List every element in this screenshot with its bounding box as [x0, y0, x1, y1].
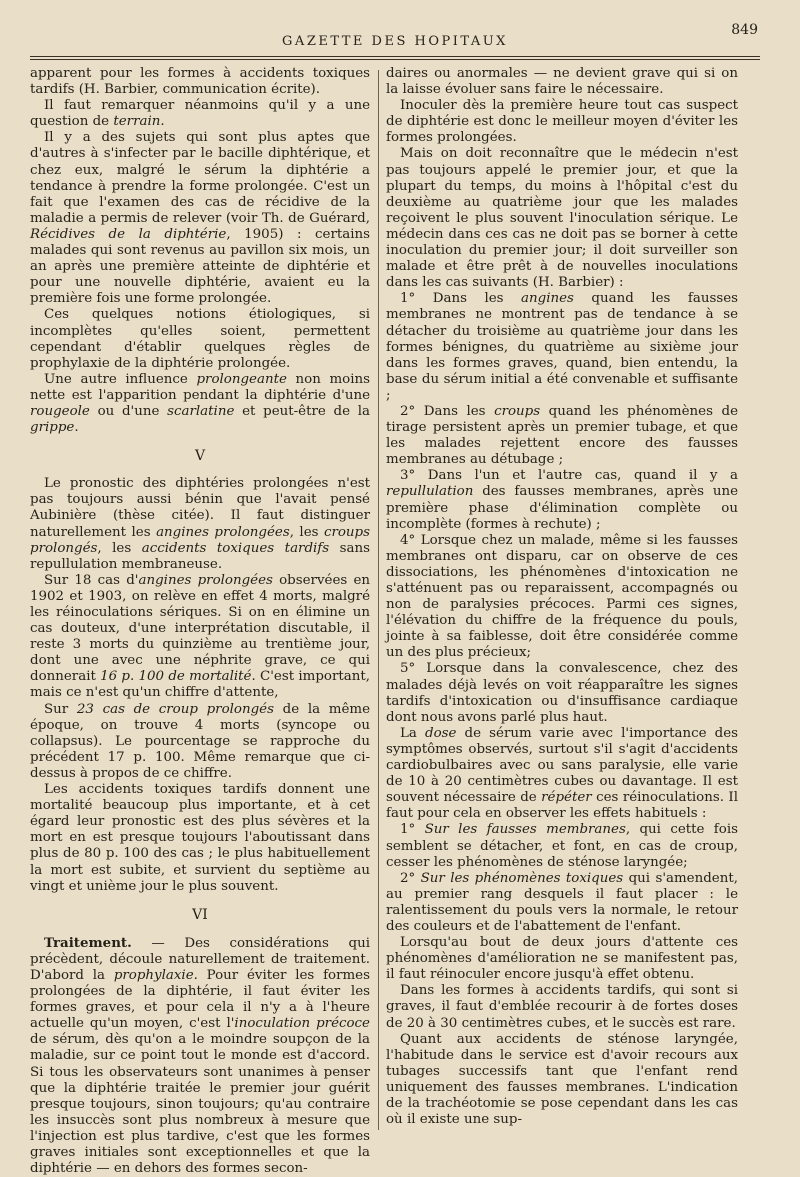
paragraph: Sur 18 cas d'angines prolongées observées en 1902 et 1903, on relève en effet 4 morts, malgré les réinoculations sériques. Si on en élimine un cas douteux, d'une interprétation discutable, il reste 3 morts du quinzième au trentième jour, dont une avec une néphrite grave, ce qui donnerait 16 p. 100 de mortalité. C'est important, mais ce n'est qu'un chiffre d'attente, [30, 572, 371, 701]
paragraph: 1° Sur les fausses membranes, qui cette fois semblent se détacher, et font, en cas de croup, cesser les phénomènes de sténose laryngée; [386, 822, 738, 870]
paragraph: apparent pour les formes à accidents toxiques tardifs (H. Barbier, communication écrite). [30, 66, 370, 98]
paragraph: Sur 23 cas de croup prolongés de la même époque, on trouve 4 morts (syncope ou collapsus). Le pourcentage se rapproche du précédent 17 p. 100. Même remarque que ci-dessus à propos de ce chiffre. [30, 701, 370, 781]
section-heading-v: V [194, 448, 206, 465]
header-rule [30, 56, 760, 60]
paragraph: Traitement. — Des considérations qui précèdent, découle naturellement de traitement. D'abord la prophylaxie. Pour éviter les formes prolongées de la diphtérie, il faut éviter les formes graves, et pour cela il n'y a à l'heure actuelle qu'un moyen, c'est l'inoculation précoce de sérum, dès qu'on a le moindre soupçon de la maladie, sur ce point tout le monde est d'accord. Si tous les observateurs sont unanimes à penser que la diphtérie traitée le premier jour guérit presque toujours, sinon toujours; qu'au contraire les insuccès sont plus nombreux à mesure que l'injection est plus tardive, c'est que les formes graves initiales sont exceptionnelles et que la diphtérie — en dehors des formes secon- [30, 934, 370, 1177]
paragraph: 5° Lorsque dans la convalescence, chez des malades déjà levés on voit réapparaître les signes tardifs d'intoxication ou d'insuffisance cardiaque dont nous avons parlé plus haut. [386, 661, 738, 725]
paragraph: Quant aux accidents de sténose laryngée, l'habitude dans le service est d'avoir recours aux tubages successifs tant que l'enfant rend uniquement des fausses membranes. L'indication de la trachéotomie se pose cependant dans les cas où il existe une sup- [386, 1031, 738, 1128]
paragraph: Mais on doit reconnaître que le médecin n'est pas toujours appelé le premier jour, et que la plupart du temps, du moins à l'hôpital c'est du deuxième au quatrième jour que les malades reçoivent le plus souvent l'inoculation sérique. Le médecin dans ces cas ne doit pas se borner à cette inoculation du premier jour; il doit surveiller son malade et être prêt à de nouvelles inoculations dans les cas suivants (H. Barbier) : [386, 146, 738, 291]
paragraph: 2° Dans les croups quand les phénomènes de tirage persistent après un premier tubage, et que les malades rejettent encore des fausses membranes au détubage ; [386, 403, 738, 468]
column-divider [378, 70, 379, 1130]
paragraph: daires ou anormales — ne devient grave qui si on la laisse évoluer sans faire le nécessaire. [386, 66, 738, 98]
page-header [30, 20, 760, 60]
paragraph: Inoculer dès la première heure tout cas suspect de diphtérie est donc le meilleur moyen d'éviter les formes prolongées. [386, 98, 738, 146]
run-in-heading: Traitement. [44, 934, 132, 951]
paragraph: Il y a des sujets qui sont plus aptes que d'autres à s'infecter par le bacille diphtérique, et chez eux, malgré le sérum la diphtérie a tendance à prendre la forme prolongée. C'est un fait que l'examen des cas de récidive de la maladie a permis de relever (voir Th. de Guérard, Récidives de la diphtérie, 1905) : certains malades qui sont revenus au pavillon six mois, un an après une première atteinte de diphtérie et pour une nouvelle diphtérie, avaient eu la première fois une forme prolongée. [30, 130, 370, 307]
right-column [386, 66, 738, 1136]
journal-title: GAZETTE DES HOPITAUX [282, 34, 508, 49]
paragraph: 4° Lorsque chez un malade, même si les fausses membranes ont disparu, car on observe de ces dissociations, les phénomènes d'intoxication ne s'atténuent pas ou reparaissent, accompagnés ou non de paralysies précoces. Parmi ces signes, l'élévation du chiffre de la fréquence du pouls, jointe à sa faiblesse, doit être considérée comme un des plus précieux; [386, 532, 738, 661]
paragraph: Dans les formes à accidents tardifs, qui sont si graves, il faut d'emblée recourir à de fortes doses de 20 à 30 centimètres cubes, et le succès est rare. [386, 983, 738, 1031]
paragraph: 3° Dans l'un et l'autre cas, quand il y a repullulation des fausses membranes, après une première phase d'élimination complète ou incomplète (formes à rechute) ; [386, 468, 738, 532]
paragraph: Les accidents toxiques tardifs donnent une mortalité beaucoup plus importante, et à cet égard leur pronostic est des plus sévères et la mort en est presque toujours l'aboutissant dans plus de 80 p. 100 des cas ; le plus habituellement la mort est subite, et survient du septième au vingt et unième jour le plus souvent. [30, 782, 370, 894]
paragraph: 2° Sur les phénomènes toxiques qui s'amendent, au premier rang desquels il faut placer : le ralentissement du pouls vers la normale, le retour des couleurs et de l'abattement de l'enfant. [386, 870, 738, 934]
paragraph: Ces quelques notions étiologiques, si incomplètes qu'elles soient, permettent cependant d'établir quelques règles de prophylaxie de la diphtérie prolongée. [30, 307, 370, 371]
paragraph: La dose de sérum varie avec l'importance des symptômes observés, surtout s'il s'agit d'accidents cardiobulbaires avec ou sans paralysie, elle varie de 10 à 20 centimètres cubes ou davantage. Il est souvent nécessaire de répéter ces réinoculations. Il faut pour cela en observer les effets habituels : [386, 725, 738, 822]
left-column [30, 66, 371, 1177]
section-heading-vi: VI [192, 906, 208, 923]
paragraph: 1° Dans les angines quand les fausses membranes ne montrent pas de tendance à se détacher du troisième au quatrième jour dans les formes bénignes, du quatrième au sixième jour dans les formes graves, quand, bien entendu, la base du sérum initial a été convenable et suffisante ; [386, 291, 738, 403]
paragraph: Lorsqu'au bout de deux jours d'attente ces phénomènes d'amélioration ne se manifestent pas, il faut réinoculer encore jusqu'à effet obtenu. [386, 935, 738, 983]
paragraph: Il faut remarquer néanmoins qu'il y a une question de terrain. [30, 98, 370, 130]
paragraph: Une autre influence prolongeante non moins nette est l'apparition pendant la diphtérie d'une rougeole ou d'une scarlatine et peut-être de la grippe. [30, 371, 370, 436]
page-number: 849 [731, 22, 758, 38]
paragraph: Le pronostic des diphtéries prolongées n'est pas toujours aussi bénin que l'avait pensé Aubinière (thèse citée). Il faut distinguer naturellement les angines prolongées, les croups prolongés, les accidents toxiques tardifs sans repullulation membraneuse. [30, 476, 371, 572]
